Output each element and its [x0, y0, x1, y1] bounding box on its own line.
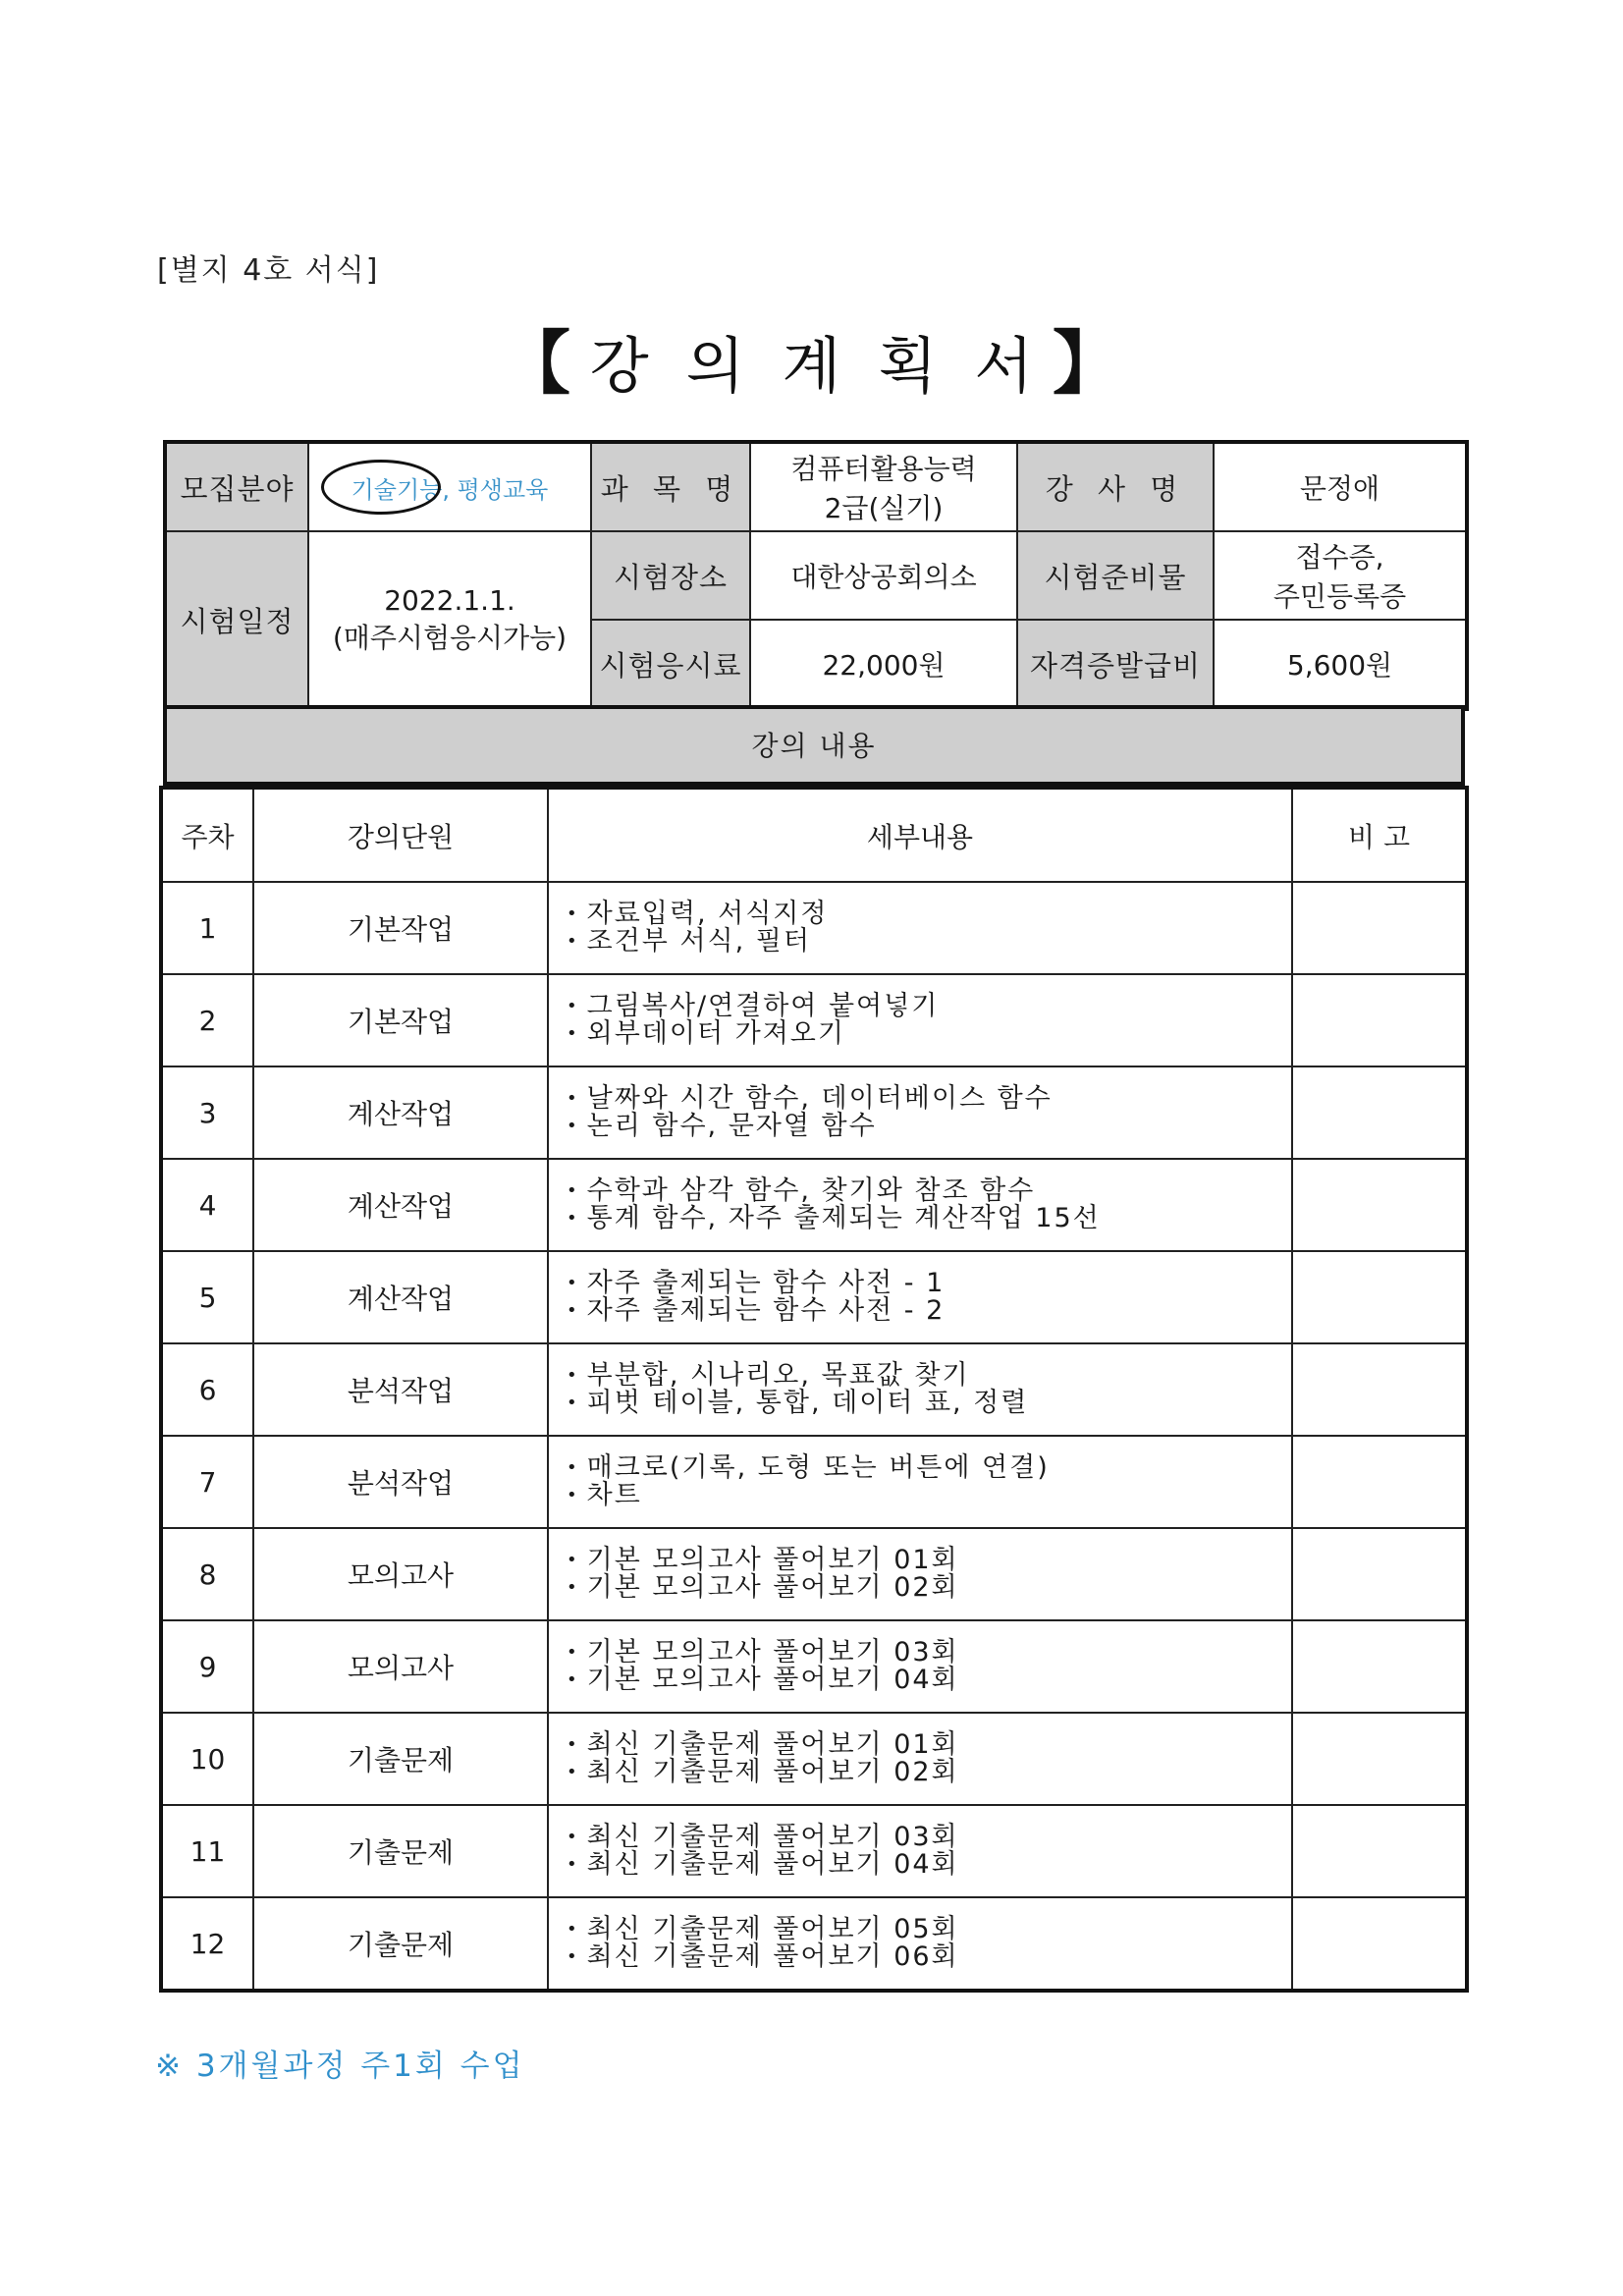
week-cell: 9: [161, 1620, 253, 1713]
detail-text: 조건부 서식, 필터: [586, 926, 811, 957]
bullet-icon: •: [567, 1088, 579, 1109]
bullet-icon: •: [567, 1485, 579, 1505]
detail-item: [567, 1667, 1291, 1694]
schedule-value: [308, 531, 591, 709]
detail-cell: [548, 1251, 1292, 1343]
detail-item: [567, 1851, 1291, 1879]
fee-label: 시험응시료: [591, 620, 750, 709]
detail-text: 기본 모의고사 풀어보기 01회: [586, 1545, 959, 1575]
table-row: [161, 882, 1467, 974]
bullet-icon: •: [567, 931, 579, 952]
unit-cell: 기출문제: [253, 1805, 548, 1897]
detail-item: [567, 1482, 1291, 1509]
detail-text: 피벗 테이블, 통합, 데이터 표, 정렬: [586, 1388, 1029, 1418]
header-week: 주차: [161, 788, 253, 882]
detail-text: 차트: [586, 1480, 642, 1510]
detail-item: [567, 1297, 1291, 1325]
course-info-table: [163, 440, 1469, 711]
detail-item: [567, 1916, 1291, 1943]
detail-text: 부분합, 시나리오, 목표값 찾기: [586, 1360, 970, 1391]
lecture-plan-table: [159, 786, 1469, 1993]
header-detail: 세부내용: [548, 788, 1292, 882]
bullet-icon: •: [567, 1300, 579, 1321]
detail-cell: [548, 1343, 1292, 1436]
materials-line2: 주민등록증: [1272, 580, 1407, 613]
bullet-icon: •: [567, 1273, 579, 1293]
detail-cell: [548, 1805, 1292, 1897]
title-close-bracket: 】: [1052, 323, 1121, 404]
detail-text: 최신 기출문제 풀어보기 05회: [586, 1914, 959, 1944]
subject-value: [750, 442, 1017, 531]
detail-item: [567, 1177, 1291, 1205]
detail-cell: [548, 882, 1292, 974]
unit-cell: 계산작업: [253, 1251, 548, 1343]
bullet-icon: •: [567, 1393, 579, 1413]
detail-text: 자주 출제되는 함수 사전 - 2: [586, 1295, 946, 1326]
detail-text: 외부데이터 가져오기: [586, 1018, 845, 1049]
note-cell: [1292, 1066, 1467, 1159]
field-options: 기술기능, 평생교육: [308, 442, 591, 531]
table-row: [161, 1343, 1467, 1436]
bullet-icon: •: [567, 1116, 579, 1136]
detail-text: 자주 출제되는 함수 사전 - 1: [586, 1268, 946, 1298]
detail-cell: [548, 974, 1292, 1066]
detail-item: [567, 993, 1291, 1020]
bullet-icon: •: [567, 903, 579, 924]
detail-text: 수학과 삼각 함수, 찾기와 참조 함수: [586, 1175, 1036, 1206]
section-title: 강의 내용: [163, 705, 1465, 786]
detail-item: [567, 901, 1291, 928]
note-cell: [1292, 1713, 1467, 1805]
bullet-icon: •: [567, 1457, 579, 1478]
unit-cell: 기출문제: [253, 1713, 548, 1805]
title-open-bracket: 【: [502, 323, 571, 404]
detail-item: [567, 1020, 1291, 1048]
detail-text: 자료입력, 서식지정: [586, 899, 829, 929]
detail-text: 최신 기출문제 풀어보기 03회: [586, 1822, 959, 1852]
detail-text: 최신 기출문제 풀어보기 04회: [586, 1849, 959, 1880]
detail-item: [567, 1759, 1291, 1786]
detail-item: [567, 1454, 1291, 1482]
materials-value: [1214, 531, 1467, 620]
document-title: [0, 319, 1623, 408]
unit-cell: 기본작업: [253, 882, 548, 974]
schedule-date: 2022.1.1.: [384, 583, 515, 617]
detail-text: 최신 기출문제 풀어보기 06회: [586, 1941, 959, 1972]
table-row: [161, 1528, 1467, 1620]
note-cell: [1292, 1805, 1467, 1897]
detail-item: [567, 1731, 1291, 1759]
note-cell: [1292, 1897, 1467, 1991]
bullet-icon: •: [567, 1208, 579, 1229]
unit-cell: 모의고사: [253, 1528, 548, 1620]
schedule-label: 시험일정: [165, 531, 308, 709]
detail-text: 그림복사/연결하여 붙여넣기: [586, 991, 940, 1021]
cert-fee-label: 자격증발급비: [1017, 620, 1214, 709]
subject-label: 과 목 명: [591, 442, 750, 531]
table-row: [161, 1620, 1467, 1713]
instructor-label: 강 사 명: [1017, 442, 1214, 531]
table-row: [161, 974, 1467, 1066]
bullet-icon: •: [567, 1550, 579, 1570]
detail-item: [567, 928, 1291, 956]
week-cell: 10: [161, 1713, 253, 1805]
week-cell: 6: [161, 1343, 253, 1436]
detail-item: [567, 1639, 1291, 1667]
detail-item: [567, 1574, 1291, 1602]
week-cell: 12: [161, 1897, 253, 1991]
bullet-icon: •: [567, 1642, 579, 1663]
header-unit: 강의단원: [253, 788, 548, 882]
table-row: [161, 1251, 1467, 1343]
detail-item: [567, 1270, 1291, 1297]
detail-item: [567, 1824, 1291, 1851]
bullet-icon: •: [567, 996, 579, 1016]
detail-cell: [548, 1620, 1292, 1713]
unit-cell: 분석작업: [253, 1436, 548, 1528]
instructor-value: 문정애: [1214, 442, 1467, 531]
detail-item: [567, 1205, 1291, 1232]
detail-text: 기본 모의고사 풀어보기 04회: [586, 1665, 959, 1695]
week-cell: 2: [161, 974, 253, 1066]
detail-text: 기본 모의고사 풀어보기 03회: [586, 1637, 959, 1667]
bullet-icon: •: [567, 1854, 579, 1875]
field-option-other: 평생교육: [457, 475, 549, 504]
bullet-icon: •: [567, 1023, 579, 1044]
title-text: 강의계획서: [589, 330, 1071, 402]
materials-line1: 접수증,: [1295, 541, 1384, 574]
bullet-icon: •: [567, 1919, 579, 1940]
venue-label: 시험장소: [591, 531, 750, 620]
detail-item: [567, 1362, 1291, 1390]
detail-item: [567, 1113, 1291, 1140]
note-cell: [1292, 1343, 1467, 1436]
week-cell: 7: [161, 1436, 253, 1528]
table-row: [161, 1159, 1467, 1251]
fee-value: 22,000원: [750, 620, 1017, 709]
bullet-icon: •: [567, 1827, 579, 1847]
footnote: ※ 3개월과정 주1회 수업: [155, 2049, 525, 2084]
bullet-icon: •: [567, 1946, 579, 1967]
table-row: [161, 1805, 1467, 1897]
week-cell: 3: [161, 1066, 253, 1159]
detail-text: 최신 기출문제 풀어보기 02회: [586, 1757, 959, 1787]
note-cell: [1292, 1436, 1467, 1528]
schedule-note: (매주시험응시가능): [332, 621, 568, 654]
detail-text: 날짜와 시간 함수, 데이터베이스 함수: [586, 1083, 1053, 1114]
detail-cell: [548, 1528, 1292, 1620]
table-row: [161, 1897, 1467, 1991]
note-cell: [1292, 882, 1467, 974]
detail-item: [567, 1390, 1291, 1417]
detail-text: 통계 함수, 자주 출제되는 계산작업 15선: [586, 1203, 1101, 1233]
form-number-label: [별지 4호 서식]: [157, 253, 380, 288]
unit-cell: 분석작업: [253, 1343, 548, 1436]
bullet-icon: •: [567, 1762, 579, 1782]
subject-line2: 2급(실기): [824, 492, 944, 524]
detail-text: 최신 기출문제 풀어보기 01회: [586, 1729, 959, 1760]
detail-cell: [548, 1159, 1292, 1251]
unit-cell: 기본작업: [253, 974, 548, 1066]
table-row: [161, 1436, 1467, 1528]
week-cell: 5: [161, 1251, 253, 1343]
note-cell: [1292, 1251, 1467, 1343]
bullet-icon: •: [567, 1669, 579, 1690]
detail-item: [567, 1943, 1291, 1971]
detail-text: 매크로(기록, 도형 또는 버튼에 연결): [586, 1452, 1050, 1483]
week-cell: 1: [161, 882, 253, 974]
week-cell: 8: [161, 1528, 253, 1620]
unit-cell: 모의고사: [253, 1620, 548, 1713]
bullet-icon: •: [567, 1577, 579, 1598]
detail-text: 기본 모의고사 풀어보기 02회: [586, 1572, 959, 1603]
unit-cell: 계산작업: [253, 1159, 548, 1251]
detail-text: 논리 함수, 문자열 함수: [586, 1111, 877, 1141]
note-cell: [1292, 974, 1467, 1066]
detail-item: [567, 1547, 1291, 1574]
subject-line1: 컴퓨터활용능력: [790, 453, 977, 485]
unit-cell: 계산작업: [253, 1066, 548, 1159]
note-cell: [1292, 1528, 1467, 1620]
detail-item: [567, 1085, 1291, 1113]
materials-label: 시험준비물: [1017, 531, 1214, 620]
detail-cell: [548, 1713, 1292, 1805]
bullet-icon: •: [567, 1180, 579, 1201]
table-row: [161, 1713, 1467, 1805]
header-note: 비 고: [1292, 788, 1467, 882]
unit-cell: 기출문제: [253, 1897, 548, 1991]
bullet-icon: •: [567, 1734, 579, 1755]
venue-value: 대한상공회의소: [750, 531, 1017, 620]
week-cell: 4: [161, 1159, 253, 1251]
note-cell: [1292, 1159, 1467, 1251]
field-option-selected: 기술기능: [351, 475, 443, 504]
note-cell: [1292, 1620, 1467, 1713]
bullet-icon: •: [567, 1365, 579, 1386]
cert-fee-value: 5,600원: [1214, 620, 1467, 709]
table-row: [161, 1066, 1467, 1159]
detail-cell: [548, 1066, 1292, 1159]
detail-cell: [548, 1436, 1292, 1528]
field-label: 모집분야: [165, 442, 308, 531]
detail-cell: [548, 1897, 1292, 1991]
week-cell: 11: [161, 1805, 253, 1897]
